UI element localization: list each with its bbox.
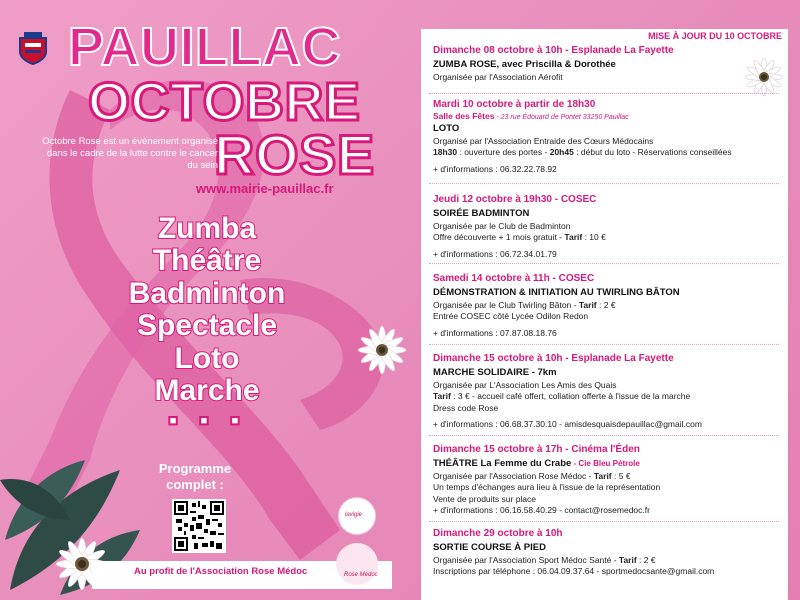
footer-text: Au profit de l'Association Rose Médoc bbox=[134, 566, 308, 577]
divider bbox=[429, 183, 779, 184]
event-title: LOTO bbox=[433, 123, 460, 134]
event-zumba bbox=[433, 44, 783, 83]
event-info: Inscriptions par téléphone : 06.04.09.37.64 - sportmedocsante@gmail.com bbox=[433, 566, 715, 577]
programme-label-line1: Programme bbox=[158, 461, 232, 476]
event-organizer: Organisée par L'Association Les Amis des Quais bbox=[433, 379, 617, 390]
event-venue-name: Salle des Fêtes bbox=[433, 111, 495, 121]
programme-label bbox=[140, 461, 250, 492]
daisy-flower-icon bbox=[354, 322, 410, 378]
event-detail: Vente de produits sur place bbox=[433, 493, 537, 504]
activities-more-dots: ▪ ▪ ▪ bbox=[167, 404, 247, 438]
event-date: Samedi 14 octobre à 11h - COSEC bbox=[433, 273, 595, 284]
event-marche bbox=[433, 352, 783, 431]
divider bbox=[429, 435, 779, 436]
event-dress-code: Dress code Rose bbox=[433, 402, 499, 413]
partner-logo-text: lavigie bbox=[345, 512, 363, 518]
activity-item: Théâtre bbox=[152, 244, 262, 278]
event-info: + d'informations : 06.16.58.40.29 - contact@rosemedoc.fr bbox=[433, 505, 650, 516]
event-loto bbox=[433, 98, 783, 175]
event-detail: Un temps d'échanges aura lieu à l'issue de la représentation bbox=[433, 482, 661, 493]
event-title: SORTIE COURSE À PIED bbox=[433, 542, 546, 553]
event-date: Dimanche 29 octobre à 10h bbox=[433, 528, 563, 539]
event-organizer: Organisée par le Club de Badminton bbox=[433, 220, 571, 231]
event-info: + d'informations : 06.72.34.01.79 bbox=[433, 248, 557, 259]
event-info: + d'informations : 06.68.37.30.10 - amisdesquaisdepauillac@gmail.com bbox=[433, 419, 702, 430]
event-venue-address: - 23 rue Édouard de Pontet 33250 Pauillac bbox=[494, 114, 629, 121]
event-date: Mardi 10 octobre à partir de 18h30 bbox=[433, 99, 596, 110]
title-rose: ROSE bbox=[214, 123, 375, 186]
title-pauillac: PAUILLAC bbox=[68, 17, 341, 77]
divider bbox=[429, 521, 779, 522]
event-date: Jeudi 12 octobre à 19h30 - COSEC bbox=[433, 194, 597, 205]
event-info: + d'informations : 06.32.22.78.92 bbox=[433, 163, 557, 174]
event-venue bbox=[433, 111, 783, 121]
event-twirling bbox=[433, 272, 783, 339]
event-title: ZUMBA ROSE, avec Priscilla & Dorothée bbox=[433, 59, 616, 70]
town-crest-icon bbox=[14, 30, 52, 66]
event-course bbox=[433, 527, 783, 578]
divider bbox=[429, 93, 779, 94]
qr-code-icon[interactable] bbox=[172, 499, 226, 553]
event-info: + d'informations : 07.87.08.18.76 bbox=[433, 327, 557, 338]
event-date: Dimanche 15 octobre à 10h - Esplanade La Fayette bbox=[433, 353, 674, 364]
title-octobre: OCTOBRE bbox=[88, 72, 361, 132]
event-title: SOIRÉE BADMINTON bbox=[433, 208, 530, 219]
event-title: MARCHE SOLIDAIRE - 7km bbox=[433, 367, 557, 378]
activity-item: Zumba bbox=[157, 212, 257, 245]
event-detail: Entrée COSEC côté Lycée Odilon Redon bbox=[433, 311, 589, 322]
event-tarif: Tarif : 3 € - accueil café offert, collation offerte à l'issue de la marche bbox=[433, 391, 691, 402]
activities-list bbox=[92, 212, 322, 438]
event-organizer: Organisée par le Club Twirling Bâton - Tarif : 2 € bbox=[433, 299, 616, 310]
activity-item: Marche bbox=[154, 373, 260, 407]
update-notice: MISE À JOUR DU 10 OCTOBRE bbox=[648, 31, 782, 41]
event-title: THÉÂTRE La Femme du Crabe - Cie Bleu Pétrole bbox=[433, 458, 640, 469]
activity-item: Badminton bbox=[128, 276, 286, 310]
rose-medoc-logo-text: Rose Médoc bbox=[344, 572, 378, 578]
event-date: Dimanche 15 octobre à 17h - Cinéma l'Éden bbox=[433, 444, 640, 455]
activity-item: Spectacle bbox=[136, 309, 278, 343]
divider bbox=[429, 263, 779, 264]
event-organizer: Organisée par l'Association Sport Médoc Santé - Tarif : 2 € bbox=[433, 554, 656, 565]
rose-medoc-logo bbox=[336, 543, 378, 585]
event-date: Dimanche 08 octobre à 10h - Esplanade La Fayette bbox=[433, 45, 674, 56]
event-schedule: 18h30 : ouverture des portes - 20h45 : début du loto - Réservations conseillées bbox=[433, 147, 732, 158]
event-badminton bbox=[433, 193, 783, 260]
event-organizer: Organisée par l'Association Aérofit bbox=[433, 71, 563, 82]
event-organizer: Organisé par l'Association Entraide des Cœurs Médocains bbox=[433, 135, 654, 146]
intro-text: Octobre Rose est un évènement organisé dans le cadre de la lutte contre le cancer du sein bbox=[42, 136, 218, 171]
program-panel bbox=[421, 29, 788, 600]
event-title: DÉMONSTRATION & INITIATION AU TWIRLING BÂTON bbox=[433, 287, 680, 298]
event-theatre bbox=[433, 443, 783, 517]
programme-label-line2: complet : bbox=[166, 476, 224, 492]
event-organizer: Organisée par l'Association Rose Médoc - Tarif : 5 € bbox=[433, 470, 631, 481]
website-link[interactable]: www.mairie-pauillac.fr bbox=[196, 181, 334, 196]
activity-item: Loto bbox=[174, 341, 240, 375]
divider bbox=[429, 344, 779, 345]
event-tarif: Offre découverte + 1 mois gratuit - Tarif : 10 € bbox=[433, 232, 606, 243]
